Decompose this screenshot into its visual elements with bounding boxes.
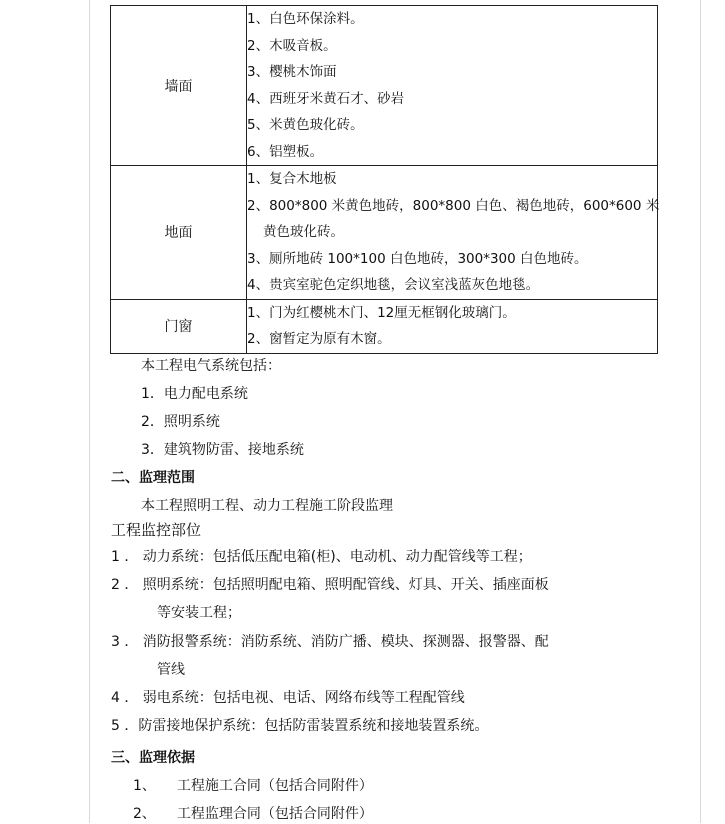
list-item: 1、白色环保涂料。	[247, 11, 364, 27]
electrical-intro: 本工程电气系统包括：	[141, 358, 281, 374]
list-item: 2、木吸音板。	[247, 37, 337, 54]
section-heading: 二、监理范围	[111, 470, 195, 486]
list-item: 2 ． 照明系统：包括照明配电箱、照明配管线、灯具、开关、插座面板	[111, 577, 549, 593]
page-right-edge	[700, 0, 701, 823]
items-cell	[247, 6, 658, 166]
items-cell	[247, 166, 658, 300]
materials-table	[110, 5, 658, 354]
list-item	[247, 219, 657, 246]
list-item: 4 ． 弱电系统：包括电视、电话、网络布线等工程配管线	[111, 690, 465, 706]
list-item: 2．照明系统	[141, 414, 220, 430]
list-item-continuation: 管线	[157, 662, 185, 678]
list-item: 1、复合木地板	[247, 171, 337, 187]
list-item: 5 ．防雷接地保护系统：包括防雷装置系统和接地装置系统。	[111, 718, 489, 734]
list-item: 3．建筑物防雷、接地系统	[141, 442, 304, 458]
list-item: 1 ． 动力系统：包括低压配电箱(柜)、电动机、动力配管线等工程；	[111, 549, 532, 565]
list-item: 2、 工程监理合同（包括合同附件）	[133, 806, 373, 822]
list-item: 2、800*800 米黄色地砖，800*800 白色、褐色地砖，600*600 米	[247, 197, 660, 214]
paragraph: 本工程照明工程、动力工程施工阶段监理	[141, 498, 393, 514]
category-cell: 墙面	[111, 6, 247, 166]
list-item: 3 ． 消防报警系统：消防系统、消防广播、模块、探测器、报警器、配	[111, 634, 549, 650]
category-cell: 门窗	[111, 299, 247, 353]
table-row-doors	[111, 299, 658, 353]
category-cell: 地面	[111, 166, 247, 300]
list-item: 2、窗暂定为原有木窗。	[247, 331, 391, 347]
page-left-edge	[89, 0, 90, 823]
list-item-continuation: 黄色玻化砖。	[263, 224, 344, 240]
list-item: 1．电力配电系统	[141, 386, 248, 402]
list-item: 6、铝塑板。	[247, 143, 324, 160]
list-item-continuation: 等安装工程；	[157, 605, 241, 621]
list-item: 3、樱桃木饰面	[247, 64, 337, 80]
list-item: 4、贵宾室驼色定织地毯，会议室浅蓝灰色地毯。	[247, 277, 540, 293]
section-heading: 三、监理依据	[111, 750, 195, 766]
table-row-floor	[111, 166, 658, 300]
list-item: 3、厕所地砖 100*100 白色地砖，300*300 白色地砖。	[247, 250, 588, 267]
table-row-wall	[111, 6, 658, 166]
list-item: 1、 工程施工合同（包括合同附件）	[133, 778, 373, 794]
items-cell	[247, 299, 658, 353]
list-item: 4、西班牙米黄石才、砂岩	[247, 90, 405, 107]
sub-heading: 工程监控部位	[111, 521, 202, 539]
list-item: 5、米黄色玻化砖。	[247, 117, 364, 133]
list-item: 1、门为红樱桃木门、12厘无框钢化玻璃门。	[247, 304, 516, 321]
